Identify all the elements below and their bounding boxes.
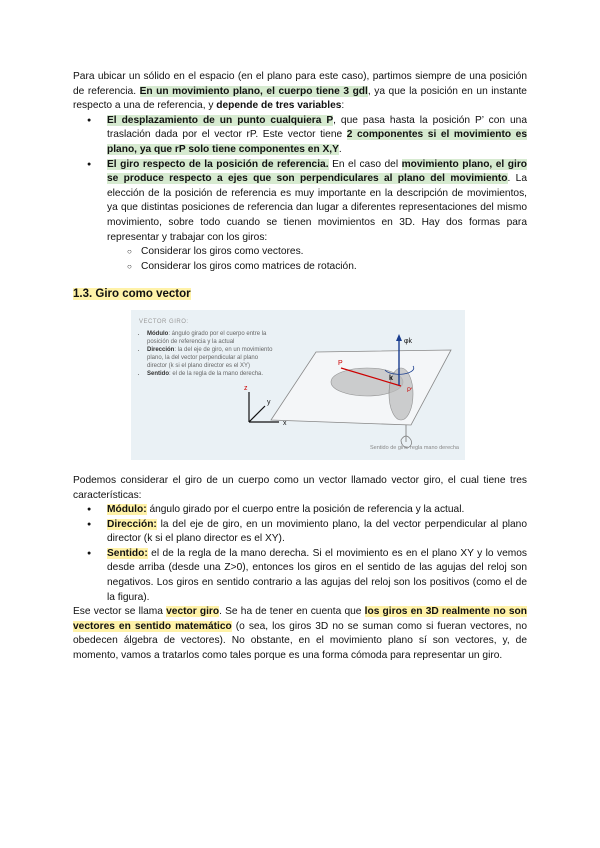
sublist-item-vectors: ○ Considerar los giros como vectores. — [107, 245, 527, 260]
figure-item-value: : ángulo girado por el cuerpo entre la posición de referencia y la actual — [147, 330, 267, 345]
figure-title: VECTOR GIRO: — [139, 318, 189, 325]
label-phi-k: φk — [404, 337, 413, 345]
vector-giro-figure — [131, 310, 465, 460]
rotation-diagram — [131, 310, 465, 460]
components-list — [73, 114, 527, 275]
intro-text: Para ubicar un sólido en el espacio (en el plano para este caso), partimos siempre de una posición de referencia. — [73, 71, 527, 97]
displacement-title: El desplazamiento de un punto cualquiera P — [107, 114, 334, 126]
closing-highlight-3d: los giros en 3D realmente no son vectores en sentido matemático — [73, 606, 527, 632]
label-x: x — [283, 419, 287, 427]
closing-paragraph — [73, 605, 527, 663]
rotation-title: El giro respecto de la posición de referencia. — [107, 158, 329, 170]
label-p: P — [338, 359, 343, 367]
intro-bold-three-variables: depende de tres variables — [216, 100, 342, 112]
displacement-text: , que pasa hasta la posición P’ con una traslación dada por el vector rP. Este vector tiene — [107, 114, 527, 141]
rotation-text: En el caso del — [328, 158, 402, 170]
prop-value: ángulo girado por el cuerpo entre la posición de referencia y la actual. — [146, 504, 465, 516]
figure-item-key: Módulo — [147, 330, 169, 337]
displacement-highlight: 2 componentes si el movimiento es plano, ya que rP solo tiene componentes en X,Y — [107, 129, 527, 155]
list-item-sentido — [73, 547, 527, 605]
rotation-highlight: movimiento plano, el giro se produce respecto a ejes que son perpendiculares al plano del movimiento — [107, 158, 528, 185]
section-heading — [73, 287, 527, 302]
vector-k-arrow — [396, 334, 402, 341]
list-item-rotation — [73, 158, 527, 275]
list-item-modulo — [73, 503, 527, 518]
section-title: 1.3. Giro como vector — [73, 288, 191, 301]
prop-value: la del eje de giro, en un movimiento plano, la del vector perpendicular al plano director (k si el plano director es el XY). — [107, 518, 527, 545]
label-p-prime: P' — [407, 387, 413, 394]
prop-key: Dirección: — [107, 518, 157, 530]
intro-colon: : — [341, 100, 345, 112]
closing-text: Ese vector se llama — [73, 606, 167, 618]
rotation-sublist — [107, 245, 527, 274]
figure-caption: Sentido de giro: regla mano derecha — [370, 445, 459, 452]
intro-paragraph — [73, 70, 527, 114]
properties-list — [73, 503, 527, 605]
figure-item-key: Sentido — [147, 370, 169, 377]
displacement-end: . — [338, 143, 342, 155]
sublist-item-matrices: ○ Considerar los giros como matrices de rotación. — [107, 260, 527, 275]
closing-highlight-vector-giro: vector giro — [166, 606, 220, 618]
closing-text-3: (o sea, los giros 3D no se suman como si fueran vectores, no obedecen álgebra de vectores). No obstante, en el movimiento plano sí son vectores, y, de momento, vamos a tratarlos como tales porque es una forma cómoda para representar un giro. — [73, 620, 527, 662]
axis-y — [249, 406, 265, 422]
intro-highlight-3gdl: En un movimiento plano, el cuerpo tiene 3 gdl — [139, 85, 368, 97]
vector-giro-paragraph: Podemos considerar el giro de un cuerpo como un vector llamado vector giro, el cual tiene tres características: — [73, 474, 527, 501]
intro-text-2: , ya que la posición en un instante respecto a una de referencia, y — [73, 85, 527, 112]
rotation-text-2: . La elección de la posición de referencia es muy importante en la descripción de movimientos, ya que distintas posiciones de referencia dan lugar a diferentes representaciones del mismo movimiento, sobre todo cuando se tienen movimientos en 3D. Hay dos formas para representar y trabajar con los giros: — [107, 173, 528, 243]
figure-item-key: Dirección — [147, 346, 175, 353]
prop-value: el de la regla de la mano derecha. Si el movimiento es en el plano XY y lo vemos desde arriba (desde una Z>0), entonces los giros en el sentido de las agujas del reloj son negativos. Los giros en sentido contrario a las agujas del reloj son los positivos (como el de la figura). — [107, 547, 527, 603]
prop-key: Sentido: — [107, 547, 148, 559]
label-y: y — [267, 398, 271, 406]
closing-text-2: . Se ha de tener en cuenta que — [219, 606, 365, 618]
list-item-displacement — [73, 114, 527, 158]
prop-key: Módulo: — [107, 504, 147, 516]
label-k: k — [389, 374, 393, 382]
figure-item-value: : el de la regla de la mano derecha. — [169, 370, 264, 377]
list-item-direccion — [73, 518, 527, 547]
label-z: z — [244, 384, 248, 392]
figure-item-value: : la del eje de giro, en un movimiento plano, la del vector perpendicular al plano director (k si el plano director es el XY) — [147, 346, 273, 369]
document-body — [73, 70, 527, 664]
